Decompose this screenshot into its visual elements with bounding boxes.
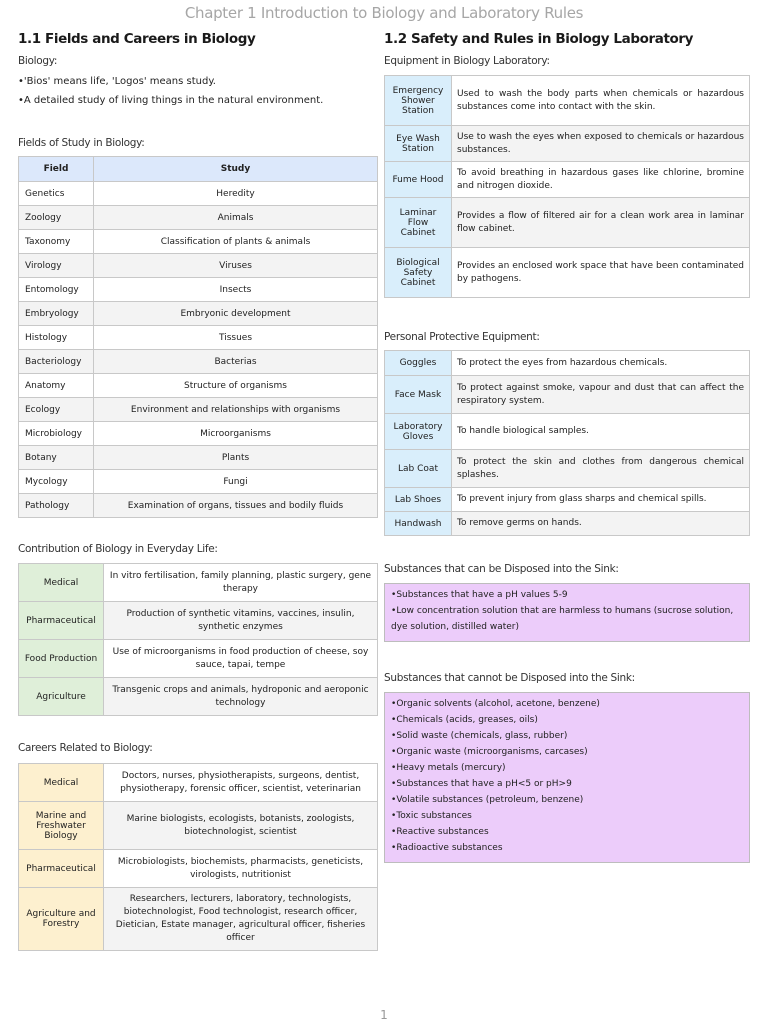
table-row <box>385 76 750 126</box>
careers-table <box>18 763 378 951</box>
contribution-area: Pharmaceutical <box>19 602 104 640</box>
career-area: Marine and Freshwater Biology <box>19 802 104 850</box>
ppe-name: Lab Coat <box>385 450 452 488</box>
career-list: Researchers, lecturers, laboratory, technologists, biotechnologist, Food technologist, research officer, Dietician, Estate manager, agricultural officer, fisheries officer <box>104 888 378 951</box>
ppe-name: Laboratory Gloves <box>385 414 452 450</box>
table-row <box>19 422 378 446</box>
ppe-use: To handle biological samples. <box>452 414 750 450</box>
table-row <box>385 376 750 414</box>
contribution-detail: Production of synthetic vitamins, vaccines, insulin, synthetic enzymes <box>104 602 378 640</box>
ppe-heading: Personal Protective Equipment: <box>384 331 540 343</box>
field-study: Microorganisms <box>94 422 378 446</box>
ppe-use: To protect the skin and clothes from dangerous chemical splashes. <box>452 450 750 488</box>
contribution-detail: Use of microorganisms in food production of cheese, soy sauce, tapai, tempe <box>104 640 378 678</box>
field-name: Anatomy <box>19 374 94 398</box>
section-title-fields-careers: 1.1 Fields and Careers in Biology <box>18 31 256 47</box>
table-row <box>385 450 750 488</box>
table-row <box>19 278 378 302</box>
table-row <box>19 182 378 206</box>
sink-no-item: • Organic solvents (alcohol, acetone, benzene) <box>391 696 743 712</box>
sink-no-item: • Organic waste (microorganisms, carcases) <box>391 744 743 760</box>
table-row <box>19 678 378 716</box>
field-name: Histology <box>19 326 94 350</box>
table-row <box>385 414 750 450</box>
field-name: Pathology <box>19 494 94 518</box>
equipment-use: Use to wash the eyes when exposed to chemicals or hazardous substances. <box>452 126 750 162</box>
equipment-use: To avoid breathing in hazardous gases like chlorine, bromine and nitrogen dioxide. <box>452 162 750 198</box>
field-study: Plants <box>94 446 378 470</box>
contribution-area: Agriculture <box>19 678 104 716</box>
sink-yes-item: • Substances that have a pH values 5-9 <box>391 587 743 603</box>
sink-no-item: • Toxic substances <box>391 808 743 824</box>
field-study: Embryonic development <box>94 302 378 326</box>
table-row <box>19 602 378 640</box>
sink-no-heading: Substances that cannot be Disposed into the Sink: <box>384 672 635 684</box>
career-list: Microbiologists, biochemists, pharmacists, geneticists, virologists, nutritionist <box>104 850 378 888</box>
field-study: Environment and relationships with organisms <box>94 398 378 422</box>
sink-no-item: • Volatile substances (petroleum, benzene) <box>391 792 743 808</box>
equipment-use: Used to wash the body parts when chemicals or hazardous substances come into contact with the skin. <box>452 76 750 126</box>
table-row <box>385 248 750 298</box>
sink-yes-box <box>384 583 750 642</box>
equipment-name: Biological Safety Cabinet <box>385 248 452 298</box>
contribution-detail: Transgenic crops and animals, hydroponic and aeroponic technology <box>104 678 378 716</box>
page-number: 1 <box>380 1008 388 1022</box>
equipment-table <box>384 75 750 298</box>
sink-no-item: • Heavy metals (mercury) <box>391 760 743 776</box>
table-row <box>19 888 378 951</box>
fields-heading: Fields of Study in Biology: <box>18 137 145 149</box>
field-study: Examination of organs, tissues and bodily fluids <box>94 494 378 518</box>
sink-no-item: • Chemicals (acids, greases, oils) <box>391 712 743 728</box>
table-row <box>19 398 378 422</box>
equipment-name: Laminar Flow Cabinet <box>385 198 452 248</box>
field-study: Tissues <box>94 326 378 350</box>
field-name: Botany <box>19 446 94 470</box>
sink-no-box <box>384 692 750 863</box>
contribution-heading: Contribution of Biology in Everyday Life: <box>18 543 218 555</box>
biology-heading: Biology: <box>18 55 58 67</box>
equipment-name: Eye Wash Station <box>385 126 452 162</box>
table-row <box>19 230 378 254</box>
table-row <box>19 254 378 278</box>
career-area: Pharmaceutical <box>19 850 104 888</box>
field-name: Virology <box>19 254 94 278</box>
contribution-detail: In vitro fertilisation, family planning, plastic surgery, gene therapy <box>104 564 378 602</box>
equipment-name: Emergency Shower Station <box>385 76 452 126</box>
table-row <box>385 488 750 512</box>
equipment-use: Provides a flow of filtered air for a clean work area in laminar flow cabinet. <box>452 198 750 248</box>
fields-col-header: Study <box>94 157 378 182</box>
sink-no-item: • Solid waste (chemicals, glass, rubber) <box>391 728 743 744</box>
table-row <box>19 494 378 518</box>
sink-no-item: • Reactive substances <box>391 824 743 840</box>
table-row <box>19 802 378 850</box>
field-study: Heredity <box>94 182 378 206</box>
fields-col-header: Field <box>19 157 94 182</box>
table-row <box>19 850 378 888</box>
table-row <box>19 350 378 374</box>
field-study: Viruses <box>94 254 378 278</box>
table-row <box>19 640 378 678</box>
ppe-name: Handwash <box>385 512 452 536</box>
ppe-name: Lab Shoes <box>385 488 452 512</box>
field-name: Entomology <box>19 278 94 302</box>
biology-point: • 'Bios' means life, 'Logos' means study. <box>18 72 363 91</box>
table-row <box>19 326 378 350</box>
sink-yes-item: • Low concentration solution that are harmless to humans (sucrose solution, dye solution, distilled water) <box>391 603 743 635</box>
sink-yes-heading: Substances that can be Disposed into the Sink: <box>384 563 619 575</box>
page-header: Chapter 1 Introduction to Biology and Laboratory Rules <box>184 4 584 22</box>
career-list: Doctors, nurses, physiotherapists, surgeons, dentist, physiotherapy, forensic officer, scientist, veterinarian <box>104 764 378 802</box>
sink-no-item: • Radioactive substances <box>391 840 743 856</box>
field-study: Insects <box>94 278 378 302</box>
biology-points <box>18 72 363 110</box>
contribution-area: Food Production <box>19 640 104 678</box>
ppe-use: To protect against smoke, vapour and dust that can affect the respiratory system. <box>452 376 750 414</box>
career-area: Agriculture and Forestry <box>19 888 104 951</box>
table-row <box>385 351 750 376</box>
field-name: Embryology <box>19 302 94 326</box>
equipment-name: Fume Hood <box>385 162 452 198</box>
field-study: Structure of organisms <box>94 374 378 398</box>
table-row <box>19 470 378 494</box>
table-row <box>385 126 750 162</box>
field-name: Bacteriology <box>19 350 94 374</box>
section-title-safety-rules: 1.2 Safety and Rules in Biology Laboratory <box>384 31 694 47</box>
equipment-heading: Equipment in Biology Laboratory: <box>384 55 550 67</box>
field-name: Taxonomy <box>19 230 94 254</box>
fields-table <box>18 156 378 518</box>
field-study: Classification of plants & animals <box>94 230 378 254</box>
contribution-table <box>18 563 378 716</box>
ppe-name: Face Mask <box>385 376 452 414</box>
field-study: Animals <box>94 206 378 230</box>
table-row <box>19 446 378 470</box>
field-name: Zoology <box>19 206 94 230</box>
field-study: Fungi <box>94 470 378 494</box>
table-row <box>19 302 378 326</box>
ppe-use: To protect the eyes from hazardous chemicals. <box>452 351 750 376</box>
table-row <box>19 374 378 398</box>
contribution-area: Medical <box>19 564 104 602</box>
table-row <box>19 764 378 802</box>
ppe-use: To remove germs on hands. <box>452 512 750 536</box>
field-study: Bacterias <box>94 350 378 374</box>
ppe-name: Goggles <box>385 351 452 376</box>
equipment-use: Provides an enclosed work space that have been contaminated by pathogens. <box>452 248 750 298</box>
field-name: Ecology <box>19 398 94 422</box>
biology-point: • A detailed study of living things in the natural environment. <box>18 91 363 110</box>
ppe-table <box>384 350 750 536</box>
field-name: Microbiology <box>19 422 94 446</box>
table-row <box>385 512 750 536</box>
field-name: Genetics <box>19 182 94 206</box>
career-list: Marine biologists, ecologists, botanists, zoologists, biotechnologist, scientist <box>104 802 378 850</box>
table-row <box>19 206 378 230</box>
field-name: Mycology <box>19 470 94 494</box>
ppe-use: To prevent injury from glass sharps and chemical spills. <box>452 488 750 512</box>
table-row <box>19 564 378 602</box>
table-row <box>385 162 750 198</box>
career-area: Medical <box>19 764 104 802</box>
sink-no-item: • Substances that have a pH<5 or pH>9 <box>391 776 743 792</box>
table-row <box>385 198 750 248</box>
careers-heading: Careers Related to Biology: <box>18 742 153 754</box>
